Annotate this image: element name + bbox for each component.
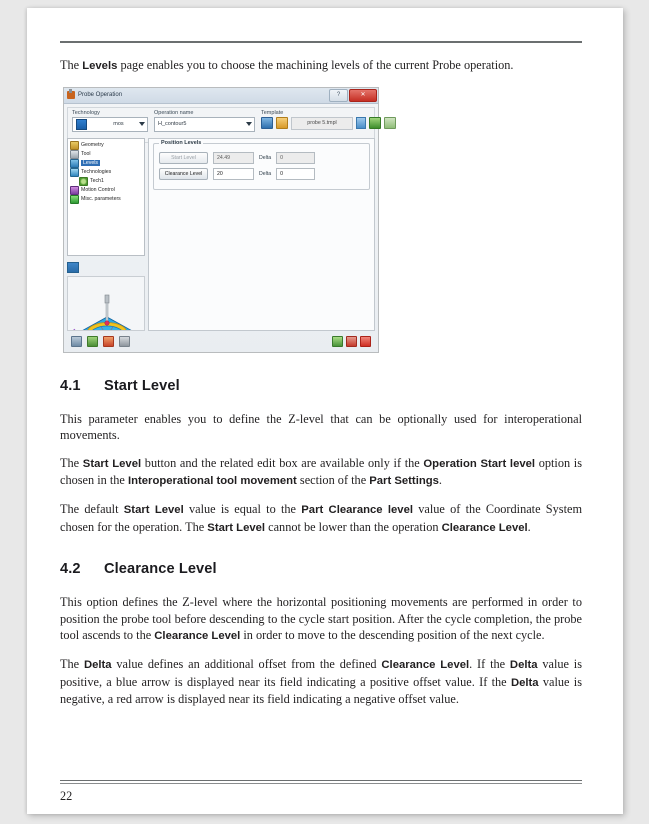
dialog-window	[64, 88, 378, 352]
text-run: value of the Coordinate System chosen for the operation. The	[60, 501, 583, 534]
section-number: 4.2	[60, 561, 81, 578]
sections-container	[60, 378, 582, 708]
technologies-icon	[70, 168, 79, 177]
cancel-icon[interactable]	[360, 336, 371, 347]
3d-probe-preview	[67, 276, 145, 331]
paragraph	[60, 656, 582, 708]
text-run: cannot be lower than the operation	[265, 519, 442, 534]
technology-label: Technology	[72, 109, 100, 116]
emphasis-term: Clearance Level	[441, 521, 528, 534]
text-run: section of the	[296, 473, 370, 488]
technology-combo[interactable]	[72, 117, 148, 132]
emphasis-term: Start Level	[82, 457, 142, 470]
bottom-bar-right-icons	[332, 336, 371, 347]
emphasis-term: Delta	[510, 676, 539, 689]
text-run: value is equal to the	[183, 501, 302, 516]
emphasis-term: Delta	[83, 658, 112, 671]
text-run: .	[527, 519, 531, 534]
tree-item-label: Tool	[81, 151, 91, 158]
paragraph	[60, 501, 582, 536]
tree-item-tool[interactable]	[70, 150, 142, 159]
page-number: 22	[60, 789, 73, 803]
operation-name-combo[interactable]	[154, 117, 255, 132]
clearance-level-delta-value[interactable]: 0	[276, 168, 315, 180]
window-buttons	[329, 89, 377, 102]
intro-text-before: The	[60, 58, 83, 72]
dialog-bottom-bar	[67, 334, 375, 349]
probe-operation-dialog-screenshot	[63, 87, 379, 353]
chevron-down-icon	[246, 122, 252, 126]
levels-icon	[70, 159, 79, 168]
tree-item-label: Motion Control	[81, 187, 115, 194]
emphasis-term: Start Level	[123, 503, 184, 516]
text-run: option is chosen in the	[60, 455, 583, 488]
emphasis-term: Part Clearance level	[301, 503, 414, 516]
start-level-value[interactable]: 24.49	[213, 152, 254, 164]
calculator-icon[interactable]	[119, 336, 130, 347]
text-run: in order to move to the descending position of the next cycle.	[240, 628, 545, 643]
pages-tree[interactable]	[67, 138, 145, 256]
misc-parameters-icon	[70, 195, 79, 204]
paragraph	[60, 455, 582, 490]
operation-name-group	[154, 110, 255, 132]
tree-item-technologies[interactable]	[70, 168, 142, 177]
text-run: This option defines the Z-level where the horizontal positioning movements are performed in order to position the probe tool before descending to the cycle start position. After the cycle completion, the probe tool ascends to the	[60, 595, 582, 643]
dialog-titlebar	[64, 88, 378, 104]
template-label: Template	[261, 109, 284, 116]
emphasis-term: Part Settings	[369, 475, 439, 488]
bottom-bar-left-icons	[71, 336, 130, 347]
text-run: The	[60, 455, 83, 470]
emphasis-term: Clearance Level	[381, 658, 470, 671]
emphasis-term: Interoperational tool movement	[127, 475, 297, 488]
emphasis-term: Clearance Level	[154, 630, 241, 643]
technology-group	[72, 110, 148, 132]
motion-control-icon	[70, 186, 79, 195]
start-level-button[interactable]: Start Level	[159, 152, 208, 164]
clearance-level-button[interactable]: Clearance Level	[159, 168, 208, 180]
chevron-down-icon	[139, 122, 145, 126]
info-icon[interactable]	[356, 117, 366, 129]
open-template-icon[interactable]	[276, 117, 288, 129]
intro-bold-levels: Levels	[82, 60, 118, 72]
text-run: .	[438, 473, 442, 488]
job-list-icon[interactable]	[103, 336, 114, 347]
tree-item-label: Geometry	[81, 142, 104, 149]
text-run: value is positive, a blue arrow is displayed near its field indicating a positive offset value. If the	[60, 656, 582, 689]
dialog-title: Probe Operation	[78, 92, 123, 99]
text-run: button and the related edit box are available only if the	[141, 455, 424, 470]
clearance-level-value[interactable]: 20	[213, 168, 254, 180]
section-body	[60, 411, 582, 537]
tree-item-label: Tech1	[90, 178, 104, 185]
tree-item-label: Misc. parameters	[81, 196, 121, 203]
apply-icon[interactable]	[346, 336, 357, 347]
document-page	[27, 8, 623, 814]
intro-text-after: page enables you to choose the machining levels of the current Probe operation.	[117, 58, 514, 72]
section-number: 4.1	[60, 377, 81, 394]
dialog-mid-area	[67, 138, 375, 331]
tech1-icon	[79, 177, 88, 186]
paragraph	[60, 411, 582, 444]
levels-page-panel	[148, 138, 375, 331]
start-level-delta-label: Delta	[259, 154, 272, 161]
geometry-icon	[70, 141, 79, 150]
tree-item-label: Technologies	[81, 169, 112, 176]
technology-icon	[76, 119, 87, 130]
technology-value: mos	[113, 121, 124, 128]
footer-rule-bottom	[60, 783, 582, 784]
page-footer	[60, 780, 582, 804]
template-value: probe 5.tmpl	[291, 117, 353, 130]
footer-rule-top	[60, 780, 582, 781]
preview-graphic	[68, 277, 145, 331]
operation-name-label: Operation name	[154, 109, 194, 116]
intro-paragraph	[60, 57, 582, 75]
emphasis-term: Start Level	[207, 521, 266, 534]
page-template-icon[interactable]	[384, 117, 396, 129]
tree-item-motion-control[interactable]	[70, 186, 142, 195]
tree-item-levels[interactable]	[70, 159, 142, 168]
ok-icon[interactable]	[332, 336, 343, 347]
dialog-left-column	[67, 138, 145, 331]
template-row	[261, 117, 396, 130]
grid-icon[interactable]	[67, 262, 79, 273]
text-run: value is negative, a red arrow is displayed near its field indicating a negative offset value.	[60, 674, 582, 707]
page-content	[60, 41, 582, 719]
emphasis-term: Operation Start level	[423, 457, 536, 470]
template-group	[261, 110, 396, 130]
close-button[interactable]: ✕	[349, 89, 377, 102]
clearance-level-row	[159, 168, 364, 180]
section-4-1	[60, 378, 582, 537]
position-levels-group	[153, 139, 370, 190]
tree-item-tech1[interactable]	[70, 177, 142, 186]
section-title: Clearance Level	[104, 561, 217, 578]
clearance-level-delta-label: Delta	[259, 170, 272, 177]
tree-item-label: Levels	[83, 160, 98, 167]
probe-app-icon	[67, 91, 75, 99]
save-icon[interactable]	[71, 336, 82, 347]
apply-template-icon[interactable]	[369, 117, 381, 129]
start-level-delta-value[interactable]: 0	[276, 152, 315, 164]
save-template-icon[interactable]	[261, 117, 273, 129]
text-run: . If the	[469, 656, 510, 671]
text-run: value defines an additional offset from the defined	[111, 656, 382, 671]
start-level-row	[159, 152, 364, 164]
text-run: This parameter enables you to define the Z-level that can be optionally used for interoperational movements.	[60, 411, 582, 443]
text-run: The	[60, 656, 84, 671]
section-title: Start Level	[104, 377, 180, 394]
section-4-2	[60, 561, 582, 708]
paragraph	[60, 594, 582, 645]
save-as-icon[interactable]	[87, 336, 98, 347]
tool-icon	[70, 150, 79, 159]
tree-item-geometry[interactable]	[70, 141, 142, 150]
emphasis-term: Delta	[509, 658, 538, 671]
header-rule	[60, 41, 582, 43]
text-run: The default	[60, 501, 124, 516]
section-heading	[60, 561, 582, 577]
section-heading	[60, 378, 582, 394]
tree-item-misc-parameters[interactable]	[70, 195, 142, 204]
position-levels-title: Position Levels	[161, 139, 202, 146]
help-button[interactable]: ?	[329, 89, 348, 102]
operation-name-value: H_contour5	[158, 121, 187, 128]
section-body	[60, 594, 582, 708]
